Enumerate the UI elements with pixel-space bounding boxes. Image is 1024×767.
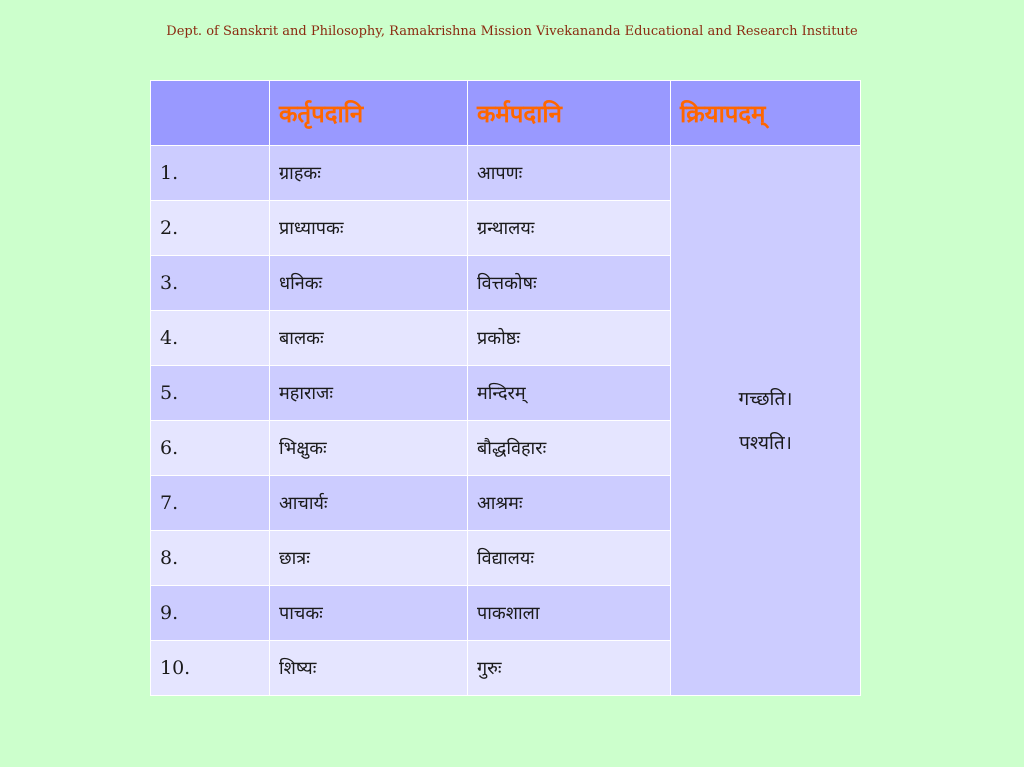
vocabulary-table [150,80,861,696]
row-number: 3. [151,256,270,311]
subject-cell: ग्राहकः [270,146,468,201]
subject-cell: पाचकः [270,586,468,641]
column-header-number [151,81,270,146]
column-header-objects: कर्मपदानि [468,81,671,146]
row-number: 1. [151,146,270,201]
object-cell: गुरुः [468,641,671,696]
verb-cell [671,146,861,696]
subject-cell: शिष्यः [270,641,468,696]
verb-pashyati: पश्यति। [739,431,792,454]
object-cell: विद्यालयः [468,531,671,586]
subject-cell: महाराजः [270,366,468,421]
subject-cell: प्राध्यापकः [270,201,468,256]
column-header-subjects: कर्तृपदानि [270,81,468,146]
object-cell: वित्तकोषः [468,256,671,311]
row-number: 7. [151,476,270,531]
row-number: 10. [151,641,270,696]
subject-cell: आचार्यः [270,476,468,531]
subject-cell: बालकः [270,311,468,366]
subject-cell: धनिकः [270,256,468,311]
object-cell: पाकशाला [468,586,671,641]
row-number: 6. [151,421,270,476]
institute-header: Dept. of Sanskrit and Philosophy, Ramakrishna Mission Vivekananda Educational and Research Institute [166,24,858,39]
object-cell: बौद्धविहारः [468,421,671,476]
row-number: 2. [151,201,270,256]
row-number: 8. [151,531,270,586]
object-cell: प्रकोष्ठः [468,311,671,366]
object-cell: मन्दिरम् [468,366,671,421]
object-cell: ग्रन्थालयः [468,201,671,256]
subject-cell: भिक्षुकः [270,421,468,476]
object-cell: आश्रमः [468,476,671,531]
object-cell: आपणः [468,146,671,201]
row-number: 5. [151,366,270,421]
table-header-row [151,81,861,146]
row-number: 4. [151,311,270,366]
column-header-verb: क्रियापदम् [671,81,861,146]
table-row [151,146,861,201]
verb-gacchati: गच्छति। [738,387,793,410]
subject-cell: छात्रः [270,531,468,586]
row-number: 9. [151,586,270,641]
